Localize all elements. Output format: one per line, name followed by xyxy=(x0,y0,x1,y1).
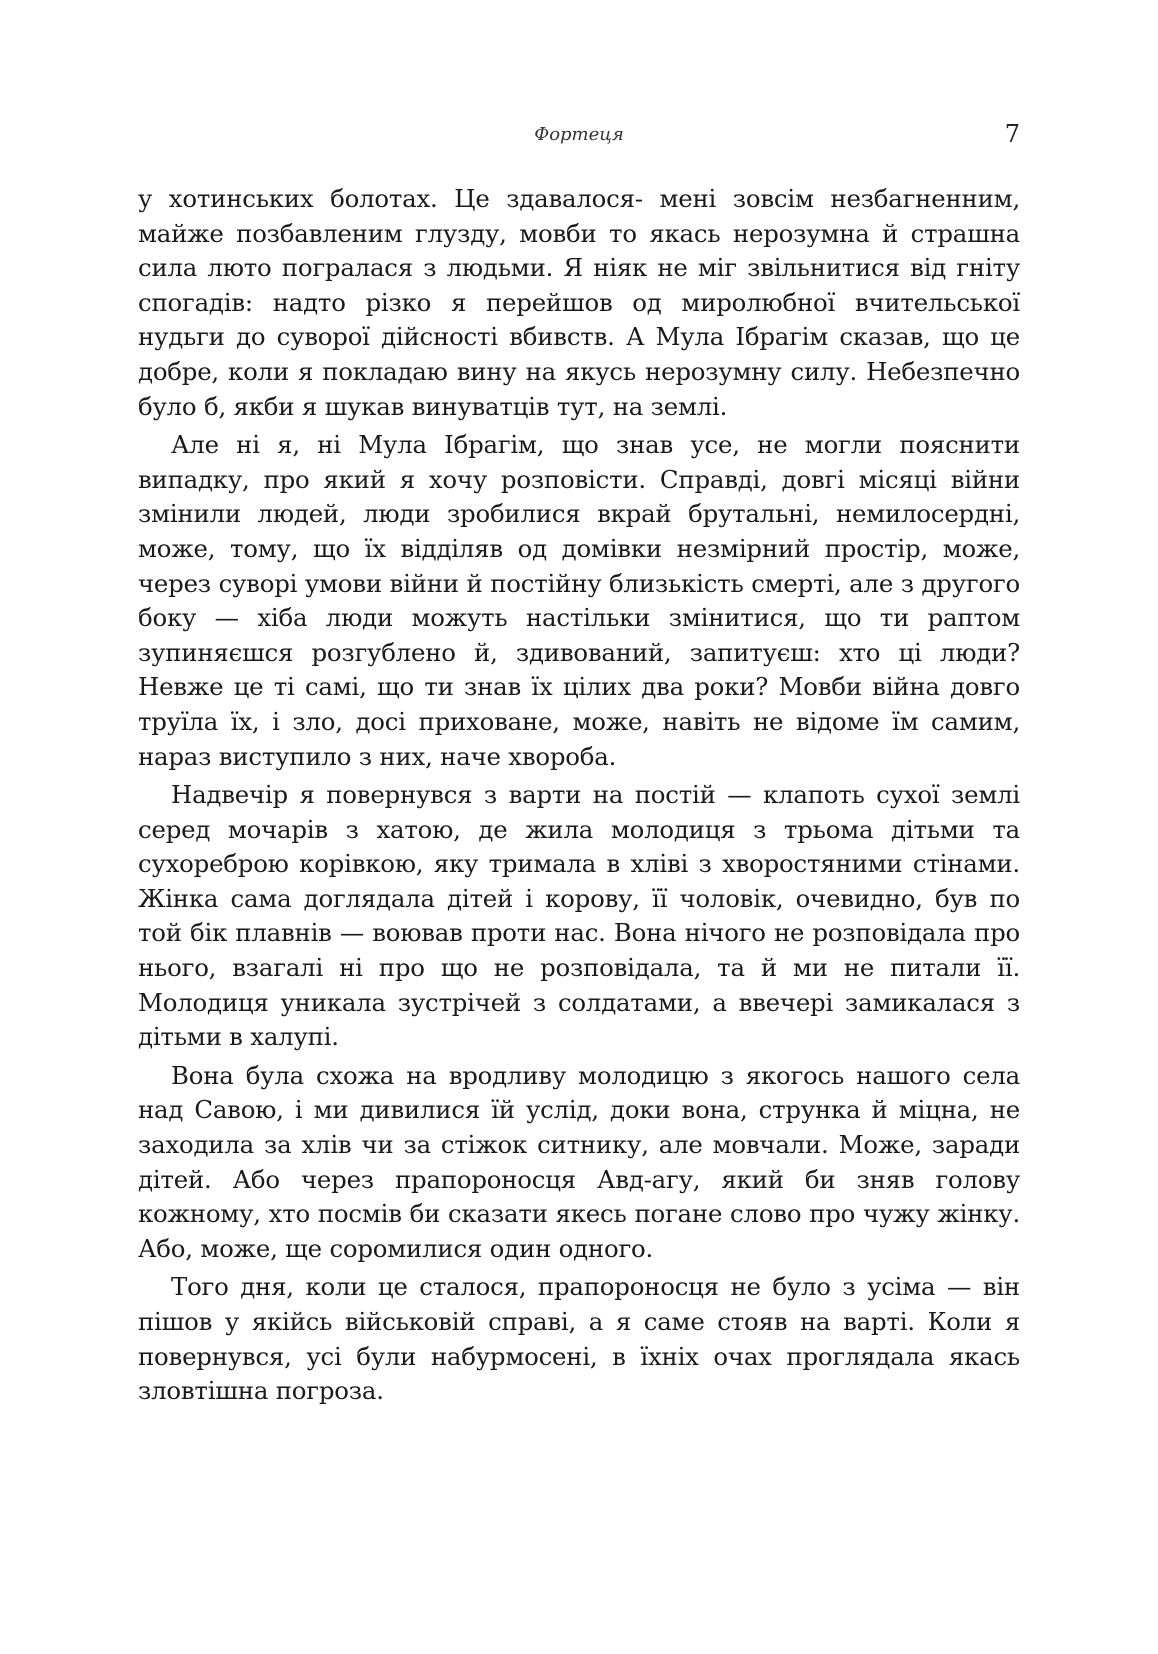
paragraph-5: Того дня, коли це сталося, прапороносця не було з усіма — він пішов у якійсь військовій справі, а я саме стояв на варті. Коли я повернувся, усі були набурмосені, в їхніх очах проглядала якась зловтішна погроза. xyxy=(138,1272,1020,1406)
paragraph-1: у хотинських болотах. Це здавалося- мені зовсім незбагненним, майже позбавленим глузду, мовби то якась нерозумна й страшна сила люто погралася з людьми. Я ніяк не міг звільнитися від гніту спогадів: надто різко я перейшов од миролюбної вчительської нудьги до суворої дійсності вбивств. А Мула Ібрагім сказав, що це добре, коли я покладаю вину на якусь нерозумну силу. Небезпечно було б, якби я шукав винуватців тут, на землі. xyxy=(138,184,1020,421)
body-text xyxy=(138,182,1020,1413)
paragraph-4: Вона була схожа на вродливу молодицю з якогось нашого села над Савою, і ми дивилися їй услід, доки вона, струнка й міцна, не заходила за хлів чи за стіжок ситнику, але мовчали. Може, заради дітей. Або через прапороносця Авд-агу, який би зняв голову кожному, хто посмів би сказати якесь погане слово про чужу жінку. Або, може, ще соромилися один одного. xyxy=(138,1060,1020,1263)
paragraph-3: Надвечір я повернувся з варти на постій — клапоть сухої землі серед мочарів з хатою, де жила молодиця з трьома дітьми та сухореброю корівкою, яку тримала в хліві з хворостяними стінами. Жінка сама доглядала дітей і корову, її чоловік, очевидно, був по той бік плавнів — воював проти нас. Вона нічого не розповідала про нього, взагалі ні про що не розповідала, та й ми не питали її. Молодиця уникала зустрічей з солдатами, а ввечері замикалася з дітьми в халупі. xyxy=(138,780,1020,1052)
page-number: 7 xyxy=(1004,120,1020,148)
running-header xyxy=(138,122,1020,152)
running-title: Фортеця xyxy=(534,124,624,145)
paragraph-2: Але ні я, ні Мула Ібрагім, що знав усе, не могли пояснити випадку, про який я хочу розповісти. Справді, довгі місяці війни змінили людей, люди зробилися вкрай брутальні, немилосердні, може, тому, що їх відділяв од домівки незмірний простір, може, через суворі умови війни й постійну близькість смерті, але з другого боку — хіба люди можуть настільки змінитися, що ти раптом зупиняєшся розгублено й, здивований, запитуєш: хто ці люди? Невже це ті самі, що ти знав їх цілих два роки? Мовби війна довго труїла їх, і зло, досі приховане, може, навіть не відоме їм самим, нараз виступило з них, наче хвороба. xyxy=(138,430,1020,771)
